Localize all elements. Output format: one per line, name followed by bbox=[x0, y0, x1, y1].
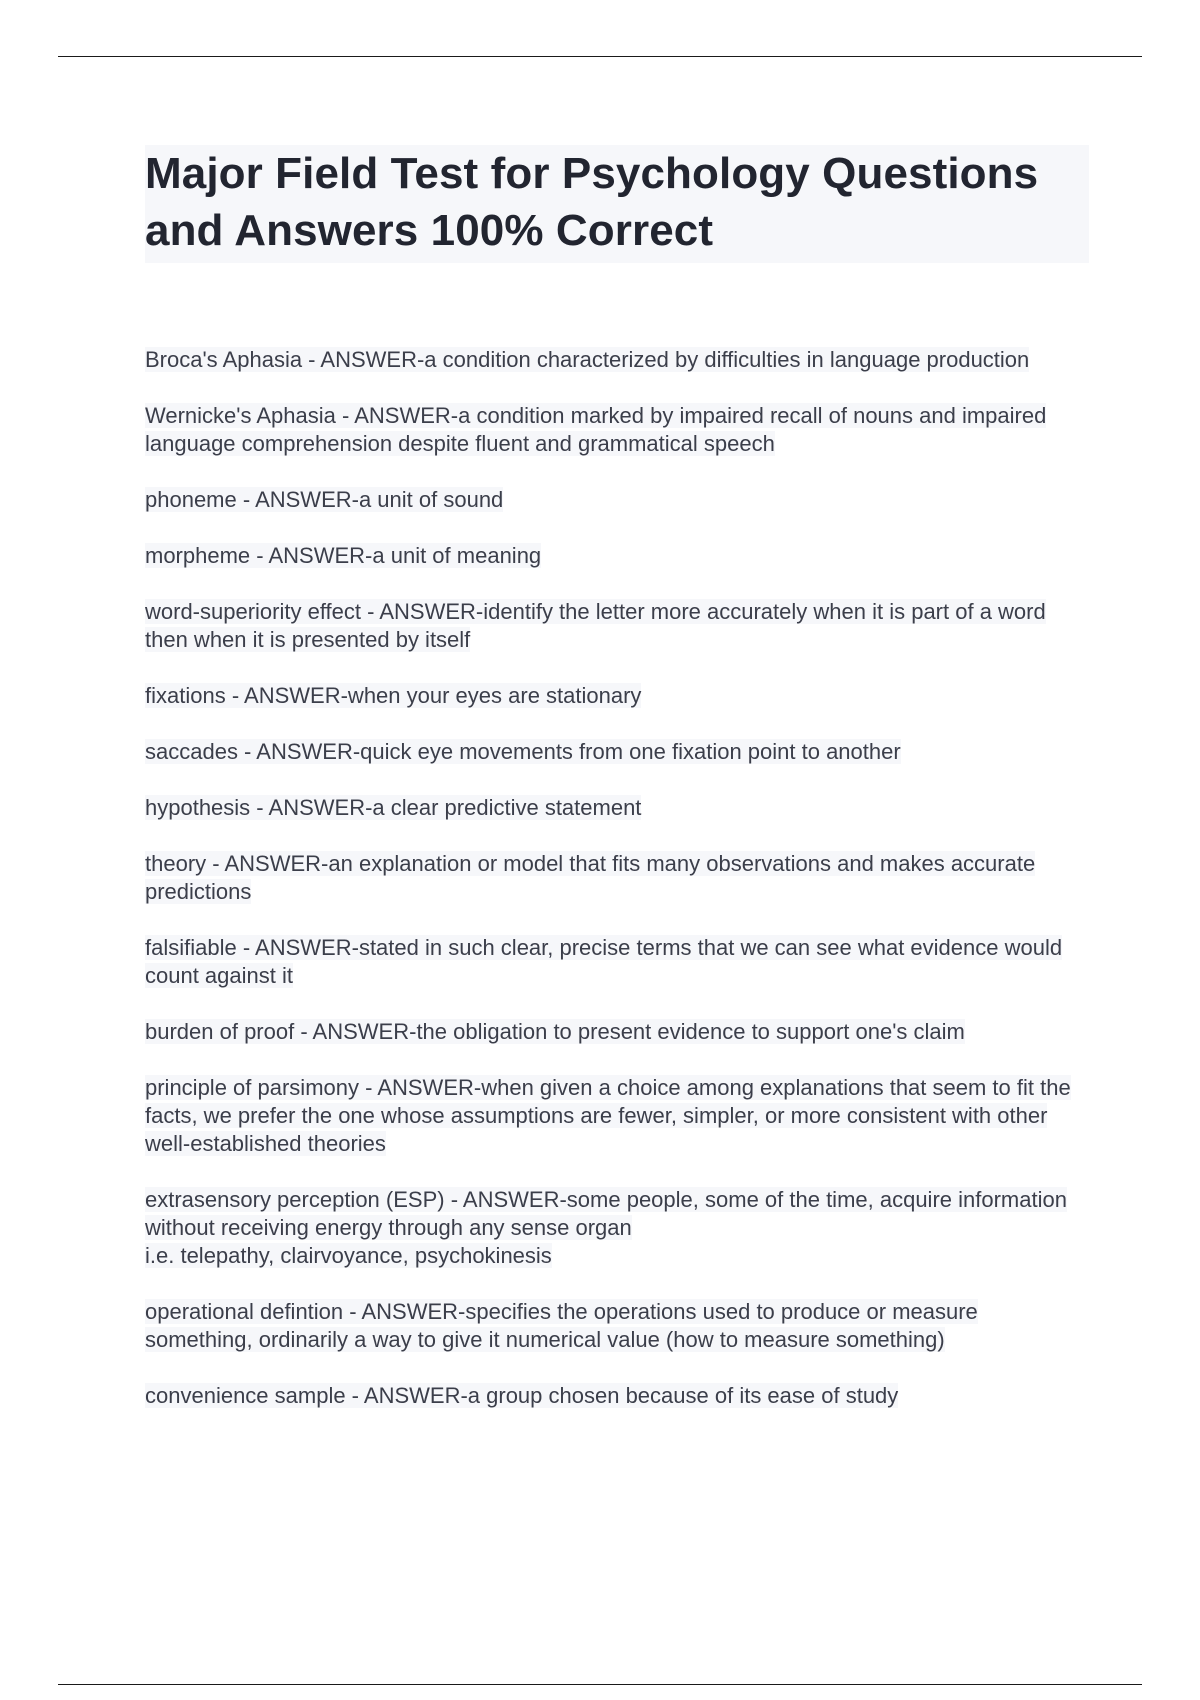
qa-text: morpheme - ANSWER-a unit of meaning bbox=[145, 543, 542, 568]
list-item bbox=[145, 794, 1089, 822]
list-item bbox=[145, 542, 1089, 570]
qa-list bbox=[145, 346, 1089, 1410]
qa-text: burden of proof - ANSWER-the obligation to present evidence to support one's claim bbox=[145, 1019, 965, 1044]
qa-text: operational defintion - ANSWER-specifies the operations used to produce or measure something, ordinarily a way to give it numerical value (how to measure something) bbox=[145, 1299, 978, 1352]
list-item bbox=[145, 1018, 1089, 1046]
list-item bbox=[145, 1382, 1089, 1410]
list-item bbox=[145, 1074, 1089, 1158]
qa-text: principle of parsimony - ANSWER-when given a choice among explanations that seem to fit the facts, we prefer the one whose assumptions are fewer, simpler, or more consistent with other well-established theories bbox=[145, 1075, 1071, 1156]
qa-text: fixations - ANSWER-when your eyes are stationary bbox=[145, 683, 642, 708]
qa-text: falsifiable - ANSWER-stated in such clear, precise terms that we can see what evidence would count against it bbox=[145, 935, 1063, 988]
list-item bbox=[145, 1186, 1089, 1270]
list-item bbox=[145, 1298, 1089, 1354]
qa-text: theory - ANSWER-an explanation or model that fits many observations and makes accurate predictions bbox=[145, 851, 1036, 904]
document-body bbox=[145, 145, 1089, 1438]
list-item bbox=[145, 738, 1089, 766]
qa-text: hypothesis - ANSWER-a clear predictive statement bbox=[145, 795, 642, 820]
qa-text: convenience sample - ANSWER-a group chosen because of its ease of study bbox=[145, 1383, 899, 1408]
qa-text: saccades - ANSWER-quick eye movements from one fixation point to another bbox=[145, 739, 901, 764]
qa-text: word-superiority effect - ANSWER-identify the letter more accurately when it is part of a word then when it is presented by itself bbox=[145, 599, 1046, 652]
qa-text: phoneme - ANSWER-a unit of sound bbox=[145, 487, 504, 512]
list-item bbox=[145, 346, 1089, 374]
list-item bbox=[145, 850, 1089, 906]
list-item bbox=[145, 486, 1089, 514]
list-item bbox=[145, 934, 1089, 990]
list-item bbox=[145, 682, 1089, 710]
qa-text: Wernicke's Aphasia - ANSWER-a condition marked by impaired recall of nouns and impaired language comprehension despite fluent and grammatical speech bbox=[145, 403, 1047, 456]
title-block bbox=[145, 145, 1089, 263]
footer-rule bbox=[58, 1684, 1142, 1685]
qa-text: Broca's Aphasia - ANSWER-a condition characterized by difficulties in language production bbox=[145, 347, 1030, 372]
list-item bbox=[145, 402, 1089, 458]
list-item bbox=[145, 598, 1089, 654]
header-rule bbox=[58, 56, 1142, 57]
document-title: Major Field Test for Psychology Questions and Answers 100% Correct bbox=[145, 149, 1039, 255]
qa-text: extrasensory perception (ESP) - ANSWER-some people, some of the time, acquire information without receiving energy through any sense organ i.e. telepathy, clairvoyance, psychokinesis bbox=[145, 1187, 1067, 1268]
